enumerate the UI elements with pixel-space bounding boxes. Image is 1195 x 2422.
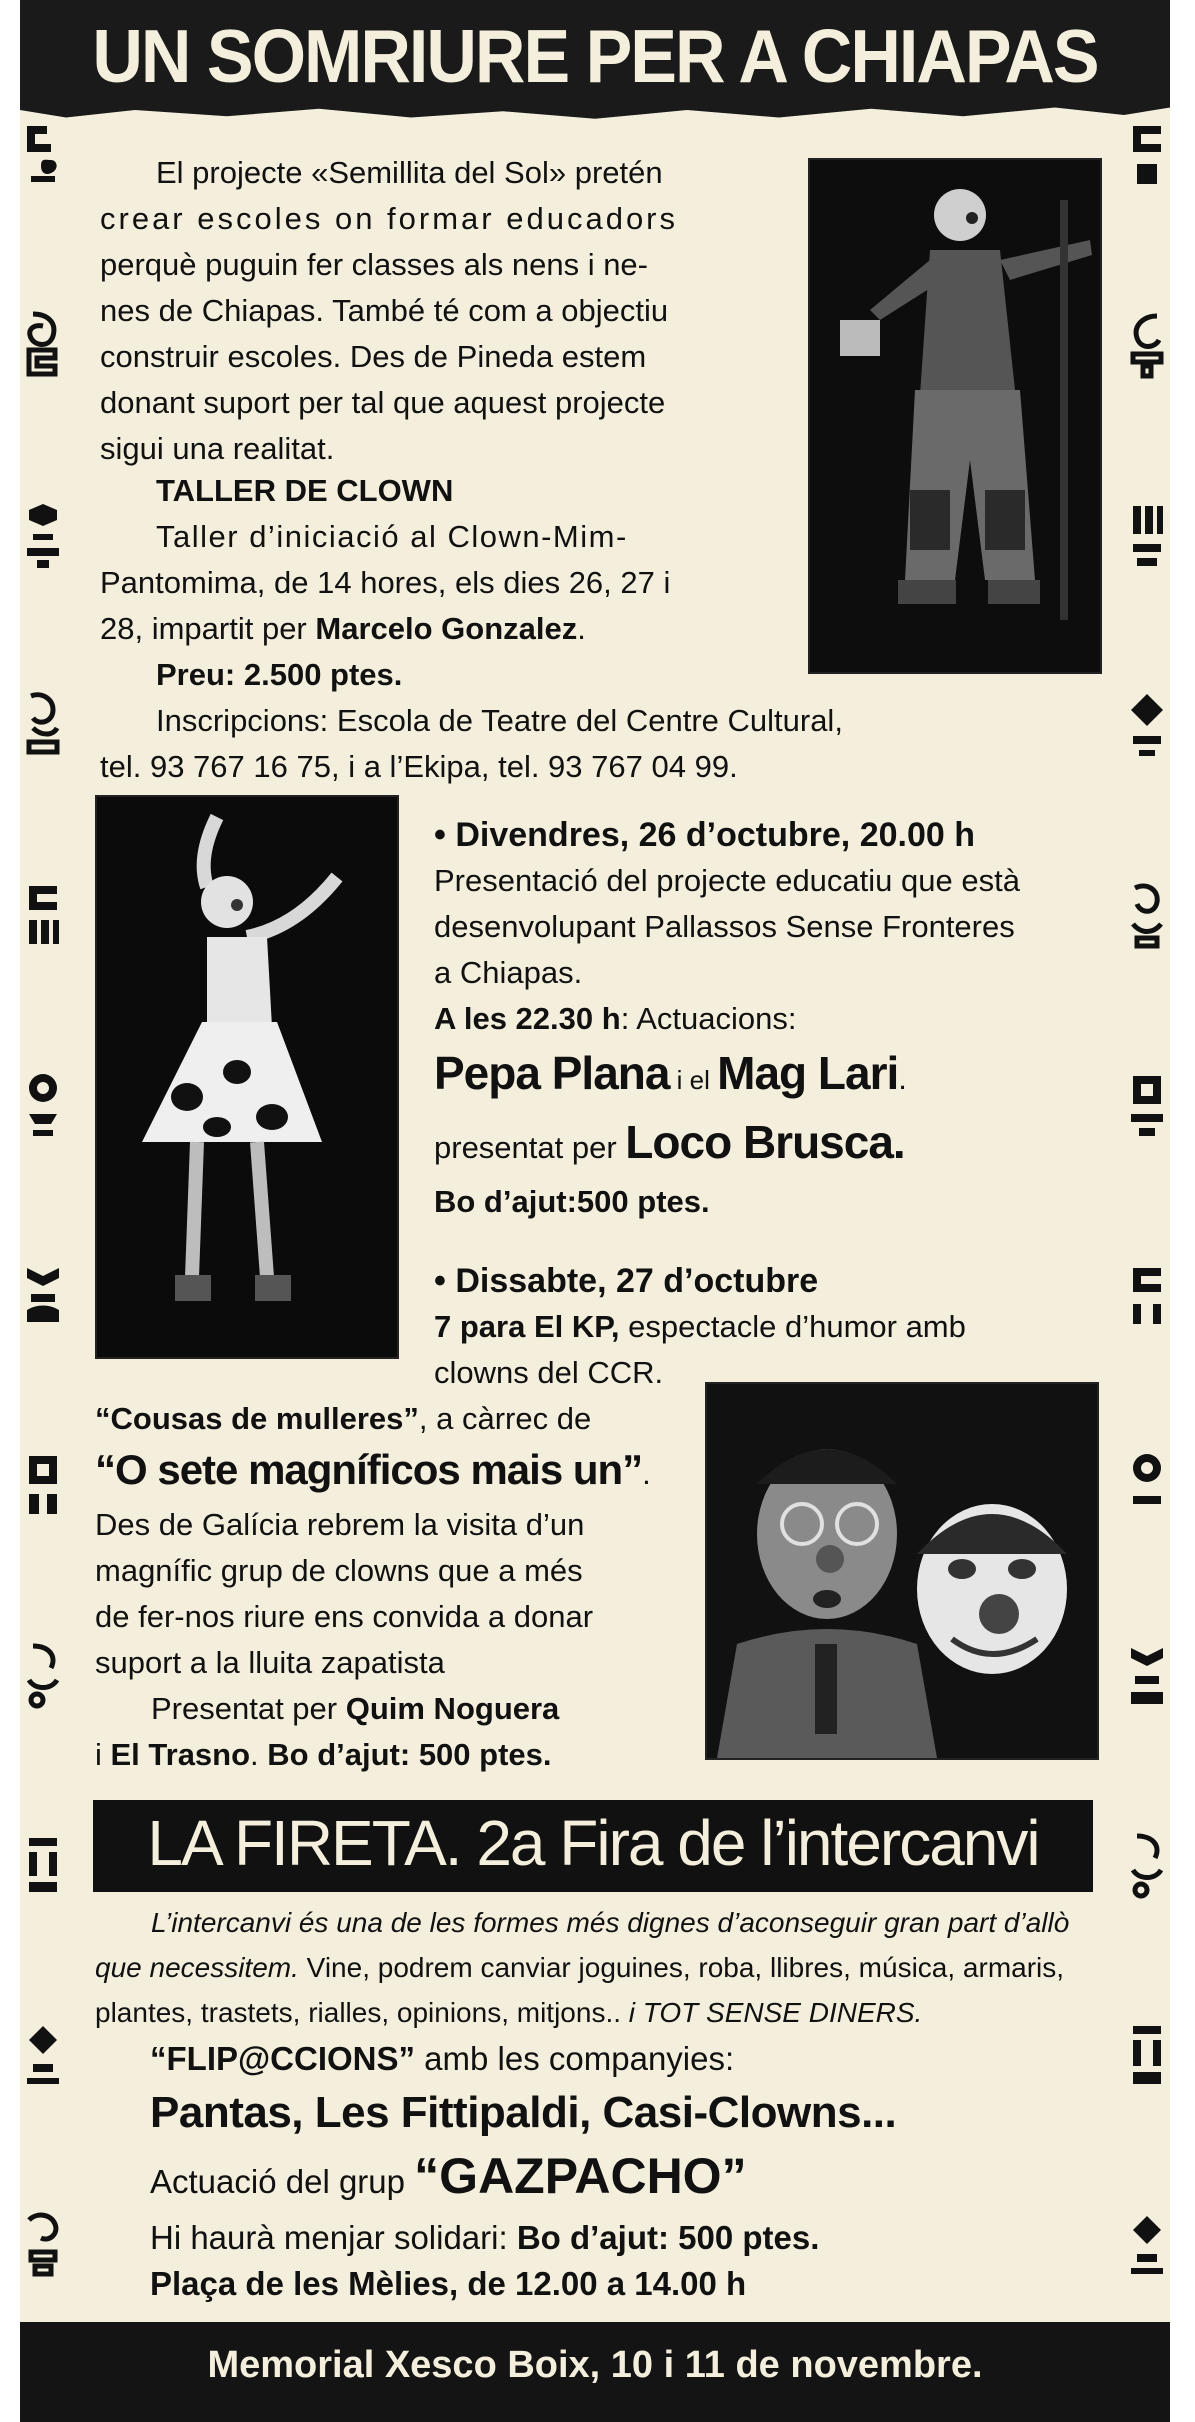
companies-list: Pantas, Les Fittipaldi, Casi-Clowns... (150, 2088, 897, 2137)
friday-text: Presentació del projecte educatiu que està (434, 863, 1020, 898)
saturday-presenter-2 (95, 1732, 735, 1778)
aztec-glyph-icon (23, 690, 63, 760)
aztec-glyph-icon (23, 500, 63, 570)
two-clowns-photo (705, 1382, 1099, 1760)
conjunction: i el (669, 1065, 718, 1095)
presented-by: presentat per (434, 1130, 626, 1165)
presenter-el-trasno: El Trasno (110, 1737, 251, 1772)
aztec-glyph-icon (1127, 500, 1167, 570)
left-aztec-border (20, 120, 66, 2300)
page-title: UN SOMRIURE PER A CHIAPAS (92, 13, 1098, 99)
aztec-glyph-icon (1127, 2020, 1167, 2090)
fireta-place: Plaça de les Mèlies, de 12.00 a 14.00 h (150, 2265, 747, 2302)
conjunction: i (95, 1737, 111, 1772)
instructor-name: Marcelo Gonzalez (315, 611, 578, 646)
aztec-glyph-icon (1127, 1640, 1167, 1710)
aztec-glyph-icon (1127, 1830, 1167, 1900)
fireta-intro (95, 1900, 1105, 2035)
saturday-date: • Dissabte, 27 d’octubre (434, 1262, 819, 1300)
saturday-text: Des de Galícia rebrem la visita d’un (95, 1507, 585, 1542)
act-pre: Actuació del grup (150, 2163, 415, 2200)
intro-paragraph (100, 150, 790, 472)
aztec-glyph-icon (23, 880, 63, 950)
punct: . (898, 1061, 907, 1096)
performer-pepa-plana: Pepa Plana (434, 1047, 670, 1099)
menjar-line (150, 2215, 1110, 2261)
aztec-glyph-icon (1127, 120, 1167, 190)
saturday-text: magnífic grup de clowns que a més (95, 1553, 583, 1588)
fireta-line (95, 1945, 1105, 1990)
fireta-italic: L’intercanvi és una de les formes més dignes d’aconseguir gran part d’allò (151, 1907, 1070, 1938)
flipaccions-title: “FLIP@CCIONS” (150, 2040, 416, 2077)
aztec-glyph-icon (23, 1830, 63, 1900)
fireta-banner (93, 1800, 1093, 1892)
intro-line: sigui una realitat. (100, 431, 335, 466)
group-gazpacho: “GAZPACHO” (414, 2148, 747, 2204)
group-name: “O sete magníficos mais un” (95, 1446, 643, 1493)
taller-text: Pantomima, de 14 hores, els dies 26, 27 i (100, 565, 671, 600)
show-title: 7 para El KP, (434, 1309, 620, 1344)
taller-price: Preu: 2.500 ptes. (156, 657, 403, 692)
clown-dancer-photo (95, 795, 399, 1359)
intro-line: donant suport per tal que aquest projecte (100, 385, 666, 420)
flip-line (150, 2036, 1110, 2082)
friday-text: a Chiapas. (434, 955, 583, 990)
intro-line: nes de Chiapas. També té com a objectiu (100, 293, 669, 328)
punct: . (250, 1737, 268, 1772)
presented-by: Presentat per (151, 1691, 346, 1726)
aztec-glyph-icon (1127, 310, 1167, 380)
friday-time: A les 22.30 h (434, 1001, 621, 1036)
saturday-ticket: Bo d’ajut: 500 ptes. (267, 1737, 552, 1772)
friday-text-part: : Actuacions: (620, 1001, 797, 1036)
presenter-quim-noguera: Quim Noguera (345, 1691, 560, 1726)
intro-line: crear escoles on formar educadors (100, 201, 679, 236)
aztec-glyph-icon (23, 310, 63, 380)
taller-text-part: 28, impartit per (100, 611, 316, 646)
group-line (95, 1442, 735, 1502)
saturday-presenter (95, 1686, 735, 1732)
cousas-title: “Cousas de mulleres” (95, 1401, 419, 1436)
fireta-line (95, 1900, 1105, 1945)
fireta-program (150, 2036, 1110, 2307)
aztec-glyph-icon (1127, 2210, 1167, 2280)
show-desc: clowns del CCR. (434, 1355, 664, 1390)
fireta-title: LA FIRETA. 2a Fira de l’intercanvi (147, 1807, 1039, 1879)
saturday-body (95, 1396, 735, 1778)
footer-text: Memorial Xesco Boix, 10 i 11 de novembre. (207, 2344, 983, 2386)
aztec-glyph-icon (1127, 1450, 1167, 1520)
saturday-text: de fer-nos riure ens convida a donar (95, 1599, 594, 1634)
aztec-glyph-icon (23, 1640, 63, 1710)
aztec-glyph-icon (23, 1450, 63, 1520)
intro-line: construir escoles. Des de Pineda estem (100, 339, 647, 374)
aztec-glyph-icon (23, 1260, 63, 1330)
saturday-show-line (434, 1304, 1134, 1350)
friday-text: desenvolupant Pallassos Sense Fronteres (434, 909, 1015, 944)
taller-text: Taller d’iniciació al Clown-Mim- (156, 519, 628, 554)
taller-inscriptions: Inscripcions: Escola de Teatre del Centre Cultural, (156, 703, 843, 738)
friday-date: • Divendres, 26 d’octubre, 20.00 h (434, 816, 975, 854)
saturday-text: suport a la lluita zapatista (95, 1645, 445, 1680)
aztec-glyph-icon (23, 1070, 63, 1140)
friday-acts-line (434, 996, 1134, 1042)
fireta-italic: i TOT SENSE DINERS. (628, 1997, 923, 2028)
saturday-section (434, 1258, 1134, 1396)
footer-banner (20, 2322, 1170, 2422)
performer-mag-lari: Mag Lari (717, 1047, 899, 1099)
aztec-glyph-icon (23, 2020, 63, 2090)
punct: . (642, 1456, 651, 1491)
fireta-text: plantes, trastets, rialles, opinions, mitjons.. (95, 1997, 629, 2028)
friday-section (434, 812, 1134, 1225)
taller-phones: tel. 93 767 16 75, i a l’Ekipa, tel. 93 767 04 99. (100, 749, 738, 784)
menjar-pre: Hi haurà menjar solidari: (150, 2219, 517, 2256)
menjar-ticket: Bo d’ajut: 500 ptes. (516, 2219, 820, 2256)
friday-presenter-line (434, 1111, 1134, 1179)
friday-ticket: Bo d’ajut:500 ptes. (434, 1184, 710, 1219)
clown-standing-photo (808, 158, 1102, 674)
aztec-glyph-icon (23, 2210, 63, 2280)
cousas-line (95, 1396, 735, 1442)
flip-post: amb les companyies: (415, 2040, 735, 2077)
gazpacho-line (150, 2144, 1110, 2215)
taller-text-part: . (577, 611, 586, 646)
show-desc: espectacle d’humor amb (619, 1309, 966, 1344)
cousas-post: , a càrrec de (418, 1401, 592, 1436)
intro-line: perquè puguin fer classes als nens i ne- (100, 247, 648, 282)
poster (20, 0, 1170, 2422)
fireta-italic: que necessitem. (95, 1952, 299, 1983)
fireta-text: Vine, podrem canviar joguines, roba, llibres, música, armaris, (298, 1952, 1065, 1983)
friday-performers (434, 1042, 1134, 1111)
taller-heading: TALLER DE CLOWN (156, 473, 454, 508)
aztec-glyph-icon (23, 120, 63, 190)
presenter-loco-brusca: Loco Brusca. (625, 1116, 905, 1168)
intro-line: El projecte «Semillita del Sol» pretén (156, 155, 663, 190)
fireta-line (95, 1990, 1105, 2035)
aztec-glyph-icon (1127, 690, 1167, 760)
